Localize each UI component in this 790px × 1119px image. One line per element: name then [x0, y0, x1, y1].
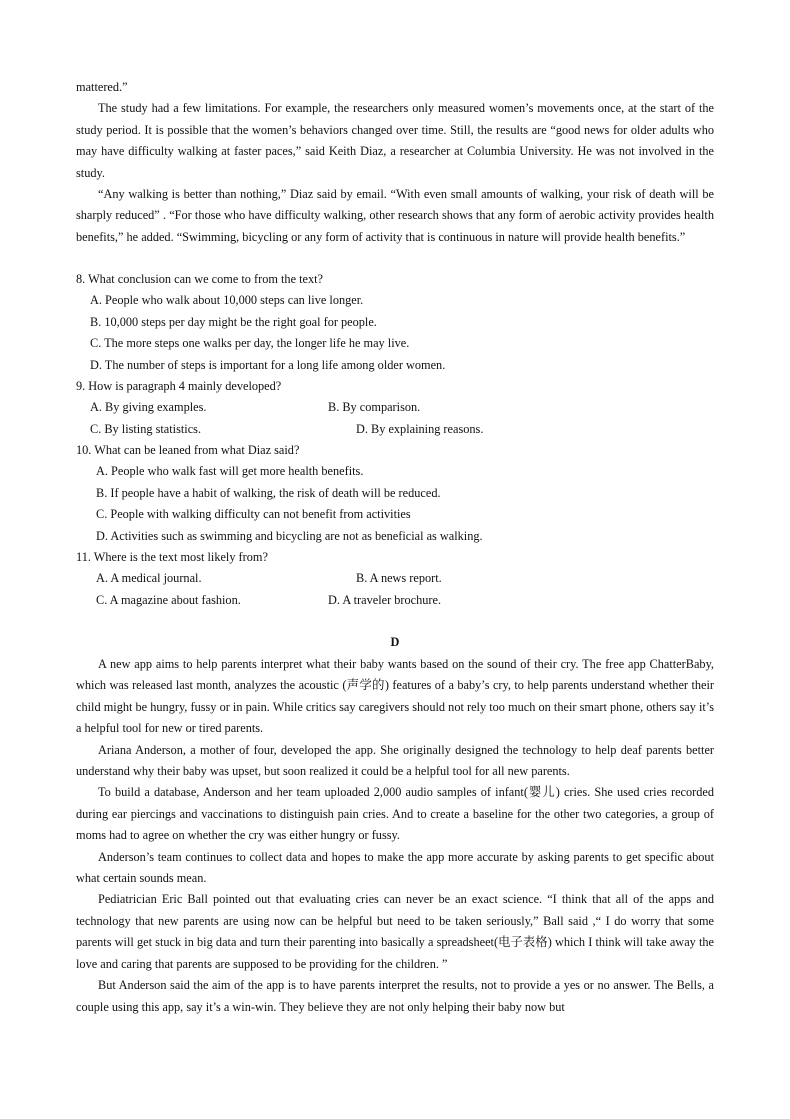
passage-d-paragraph: A new app aims to help parents interpret what their baby wants based on the sound of their cry. The free app ChatterBaby, which was released last month, analyzes the acoustic (声学的) features of a baby’s cry, to help parents understand whether their child might be hungry, fussy or in pain. While critics say caregivers should not rely too much on their smart phone, others say it’s a helpful tool for new or tired parents. — [76, 657, 714, 736]
options-row — [76, 397, 714, 418]
answer-option: C. People with walking difficulty can not benefit from activities — [96, 507, 411, 522]
passage-c-paragraph: mattered.” — [76, 80, 128, 94]
question-10 — [76, 440, 714, 547]
passage-d-paragraph: To build a database, Anderson and her team uploaded 2,000 audio samples of infant(婴儿) cries. She used cries recorded during ear piercings and vaccinations to distinguish pain cries. And to create a baseline for the other two categories, a group of moms had to agree on whether the cry was either hungry or fussy. — [76, 785, 714, 843]
question-stem: 9. How is paragraph 4 mainly developed? — [76, 379, 282, 393]
question-11 — [76, 547, 714, 611]
section-heading: D — [390, 635, 400, 649]
answer-option: C. By listing statistics. — [90, 421, 202, 436]
passage-c-text — [76, 77, 714, 248]
answer-option: D. By explaining reasons. — [356, 421, 484, 436]
answer-option: A. A medical journal. — [96, 571, 202, 586]
answer-option: C. The more steps one walks per day, the longer life he may live. — [90, 336, 410, 351]
passage-c-paragraph: The study had a few limitations. For example, the researchers only measured women’s movements once, at the start of the study period. It is possible that the women’s behaviors changed over time. Still, the results are “good news for older adults who may have difficulty walking at faster paces,” said Keith Diaz, a researcher at Columbia University. He was not involved in the study. — [76, 101, 714, 180]
question-8 — [76, 269, 714, 376]
answer-option: C. A magazine about fashion. — [96, 592, 241, 607]
answer-option: A. By giving examples. — [90, 400, 207, 415]
options-row — [76, 590, 714, 611]
question-9 — [76, 376, 714, 440]
answer-option: A. People who walk fast will get more health benefits. — [96, 464, 364, 479]
passage-c-paragraph: “Any walking is better than nothing,” Diaz said by email. “With even small amounts of walking, your risk of death will be sharply reduced” . “For those who have difficulty walking, other research shows that any form of aerobic activity provides health benefits,” he added. “Swimming, bicycling or any form of activity that is continuous in nature will provide health benefits.” — [76, 187, 714, 244]
question-stem: 10. What can be leaned from what Diaz said? — [76, 443, 300, 457]
passage-d-paragraph: Ariana Anderson, a mother of four, developed the app. She originally designed the technology to help deaf parents better understand why their baby was upset, but soon realized it could be a helpful tool for all new parents. — [76, 742, 714, 779]
passage-d-paragraph: Pediatrician Eric Ball pointed out that evaluating cries can never be an exact science. “I think that all of the apps and technology that new parents are using now can be helpful but need to be taken seriously,” Ball said ,“ I do worry that some parents will get stuck in big data and turn their parenting into basically a spreadsheet(电子表格) which I think will take away the love and caring that parents are supposed to be providing for the children. ” — [76, 892, 714, 971]
answer-option: B. A news report. — [356, 571, 442, 586]
answer-option: B. By comparison. — [328, 400, 421, 415]
section-d-header — [76, 632, 714, 653]
question-stem: 11. Where is the text most likely from? — [76, 550, 268, 564]
answer-option: B. 10,000 steps per day might be the right goal for people. — [90, 314, 377, 329]
answer-option: D. A traveler brochure. — [328, 592, 442, 607]
passage-d-text — [76, 654, 714, 1018]
question-stem: 8. What conclusion can we come to from the text? — [76, 272, 323, 286]
answer-option: D. Activities such as swimming and bicycling are not as beneficial as walking. — [96, 528, 483, 543]
answer-option: A. People who walk about 10,000 steps can live longer. — [90, 293, 364, 308]
options-row — [76, 419, 714, 440]
passage-d-paragraph: But Anderson said the aim of the app is to have parents interpret the results, not to provide a yes or no answer. The Bells, a couple using this app, say it’s a win-win. They believe they are not only helping their baby now but — [76, 978, 714, 1014]
answer-option: B. If people have a habit of walking, the risk of death will be reduced. — [96, 485, 441, 500]
passage-d-paragraph: Anderson’s team continues to collect data and hopes to make the app more accurate by asking parents to get specific about what certain sounds mean. — [76, 849, 714, 886]
answer-option: D. The number of steps is important for a long life among older women. — [90, 357, 446, 372]
options-row — [76, 568, 714, 589]
